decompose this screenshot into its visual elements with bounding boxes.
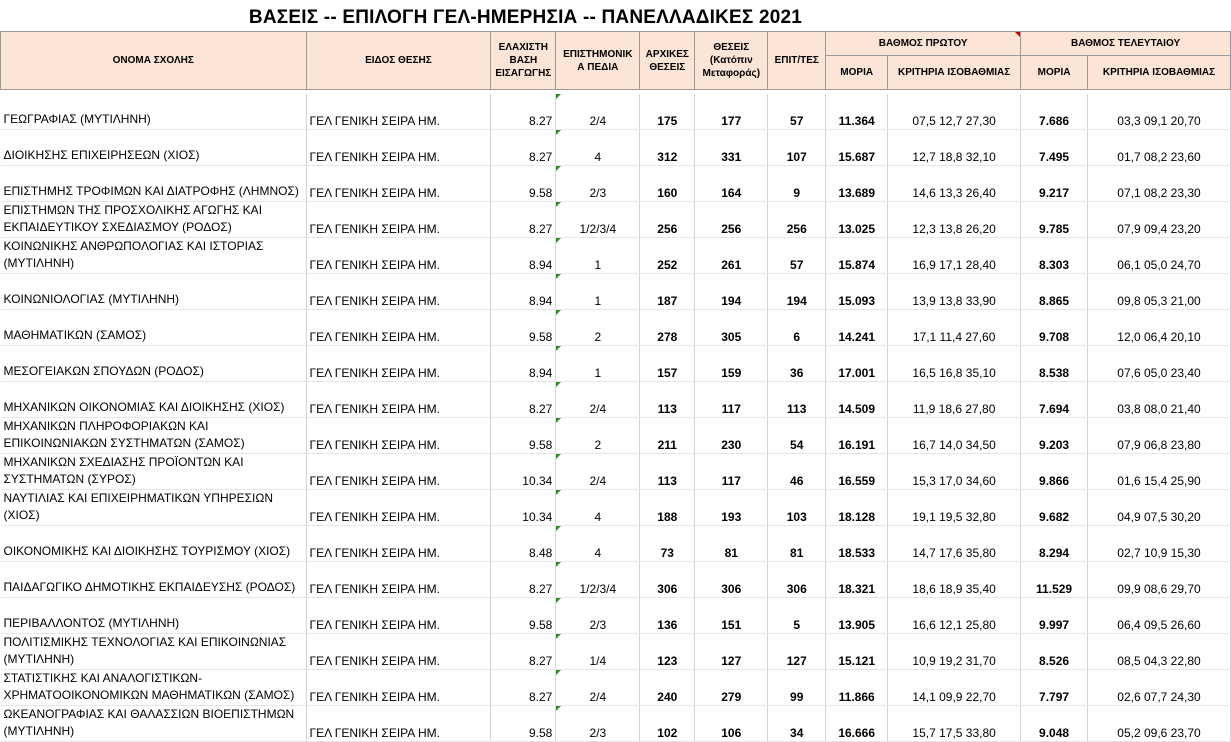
last-points-cell: 11.529: [1021, 562, 1088, 598]
school-name-cell: ΟΙΚΟΝΟΜΙΚΗΣ ΚΑΙ ΔΙΟΙΚΗΣΗΣ ΤΟΥΡΙΣΜΟΥ (ΧΙΟΣ): [1, 526, 307, 562]
last-criteria-cell: 09,8 05,3 21,00: [1088, 274, 1231, 310]
fields-cell: 2/4: [556, 382, 640, 418]
first-points-cell: 13.025: [826, 202, 888, 238]
first-points-cell: 13.905: [826, 598, 888, 634]
positions-after-cell: 117: [695, 382, 768, 418]
fields-cell: 2/3: [556, 706, 640, 742]
first-points-cell: 14.241: [826, 310, 888, 346]
table-row: [1, 274, 1231, 310]
positions-after-cell: 331: [695, 130, 768, 166]
fields-cell: 4: [556, 526, 640, 562]
school-name-cell: ΜΕΣΟΓΕΙΑΚΩΝ ΣΠΟΥΔΩΝ (ΡΟΔΟΣ): [1, 346, 307, 382]
first-criteria-cell: 16,6 12,1 25,80: [888, 598, 1021, 634]
header-first-points: ΜΟΡΙΑ: [826, 56, 888, 90]
last-points-cell: 7.797: [1021, 670, 1088, 706]
fields-cell: 2/4: [556, 454, 640, 490]
last-criteria-cell: 01,7 08,2 23,60: [1088, 130, 1231, 166]
school-name-cell: ΜΗΧΑΝΙΚΩΝ ΟΙΚΟΝΟΜΙΑΣ ΚΑΙ ΔΙΟΙΚΗΣΗΣ (ΧΙΟΣ): [1, 382, 307, 418]
fields-cell: 2/4: [556, 94, 640, 130]
min-base-cell: 9.58: [491, 598, 556, 634]
school-name-cell: ΠΟΛΙΤΙΣΜΙΚΗΣ ΤΕΧΝΟΛΟΓΙΑΣ ΚΑΙ ΕΠΙΚΟΙΝΩΝΙΑΣ (ΜΥΤΙΛΗΝΗ): [1, 634, 307, 670]
successful-cell: 194: [768, 274, 826, 310]
min-base-cell: 8.27: [491, 382, 556, 418]
position-type-cell: ΓΕΛ ΓΕΝΙΚΗ ΣΕΙΡΑ ΗΜ.: [306, 454, 491, 490]
position-type-cell: ΓΕΛ ΓΕΝΙΚΗ ΣΕΙΡΑ ΗΜ.: [306, 238, 491, 274]
header-position-type: ΕΙΔΟΣ ΘΕΣΗΣ: [306, 32, 491, 90]
school-name-cell: ΝΑΥΤΙΛΙΑΣ ΚΑΙ ΕΠΙΧΕΙΡΗΜΑΤΙΚΩΝ ΥΠΗΡΕΣΙΩΝ (ΧΙΟΣ): [1, 490, 307, 526]
initial-positions-cell: 188: [640, 490, 695, 526]
first-points-cell: 15.093: [826, 274, 888, 310]
first-criteria-cell: 07,5 12,7 27,30: [888, 94, 1021, 130]
positions-after-cell: 193: [695, 490, 768, 526]
initial-positions-cell: 160: [640, 166, 695, 202]
successful-cell: 81: [768, 526, 826, 562]
table-body: [1, 90, 1231, 742]
min-base-cell: 8.94: [491, 346, 556, 382]
last-criteria-cell: 08,5 04,3 22,80: [1088, 634, 1231, 670]
first-criteria-cell: 17,1 11,4 27,60: [888, 310, 1021, 346]
school-name-cell: ΚΟΙΝΩΝΙΚΗΣ ΑΝΘΡΩΠΟΛΟΓΙΑΣ ΚΑΙ ΙΣΤΟΡΙΑΣ (ΜΥΤΙΛΗΝΗ): [1, 238, 307, 274]
first-criteria-cell: 19,1 19,5 32,80: [888, 490, 1021, 526]
initial-positions-cell: 157: [640, 346, 695, 382]
position-type-cell: ΓΕΛ ΓΕΝΙΚΗ ΣΕΙΡΑ ΗΜ.: [306, 166, 491, 202]
last-points-cell: 7.694: [1021, 382, 1088, 418]
school-name-cell: ΔΙΟΙΚΗΣΗΣ ΕΠΙΧΕΙΡΗΣΕΩΝ (ΧΙΟΣ): [1, 130, 307, 166]
table-row: [1, 598, 1231, 634]
position-type-cell: ΓΕΛ ΓΕΝΙΚΗ ΣΕΙΡΑ ΗΜ.: [306, 382, 491, 418]
min-base-cell: 8.27: [491, 130, 556, 166]
header-successful: ΕΠΙΤ/ΤΕΣ: [768, 32, 826, 90]
initial-positions-cell: 102: [640, 706, 695, 742]
last-criteria-cell: 03,3 09,1 20,70: [1088, 94, 1231, 130]
school-name-cell: ΕΠΙΣΤΗΜΩΝ ΤΗΣ ΠΡΟΣΧΟΛΙΚΗΣ ΑΓΩΓΗΣ ΚΑΙ ΕΚΠΑΙΔΕΥΤΙΚΟΥ ΣΧΕΔΙΑΣΜΟΥ (ΡΟΔΟΣ): [1, 202, 307, 238]
last-criteria-cell: 07,6 05,0 23,40: [1088, 346, 1231, 382]
position-type-cell: ΓΕΛ ΓΕΝΙΚΗ ΣΕΙΡΑ ΗΜ.: [306, 562, 491, 598]
school-name-cell: ΜΗΧΑΝΙΚΩΝ ΠΛΗΡΟΦΟΡΙΑΚΩΝ ΚΑΙ ΕΠΙΚΟΙΝΩΝΙΑΚΩΝ ΣΥΣΤΗΜΑΤΩΝ (ΣΑΜΟΣ): [1, 418, 307, 454]
successful-cell: 57: [768, 238, 826, 274]
position-type-cell: ΓΕΛ ΓΕΝΙΚΗ ΣΕΙΡΑ ΗΜ.: [306, 310, 491, 346]
last-points-cell: 7.495: [1021, 130, 1088, 166]
school-name-cell: ΣΤΑΤΙΣΤΙΚΗΣ ΚΑΙ ΑΝΑΛΟΓΙΣΤΙΚΩΝ-ΧΡΗΜΑΤΟΟΙΚΟΝΟΜΙΚΩΝ ΜΑΘΗΜΑΤΙΚΩΝ (ΣΑΜΟΣ): [1, 670, 307, 706]
last-points-cell: 9.048: [1021, 706, 1088, 742]
table-row: [1, 238, 1231, 274]
table-row: [1, 418, 1231, 454]
header-last-points: ΜΟΡΙΑ: [1021, 56, 1088, 90]
initial-positions-cell: 312: [640, 130, 695, 166]
successful-cell: 57: [768, 94, 826, 130]
header-last-criteria: ΚΡΙΤΗΡΙΑ ΙΣΟΒΑΘΜΙΑΣ: [1088, 56, 1231, 90]
last-points-cell: 9.217: [1021, 166, 1088, 202]
initial-positions-cell: 211: [640, 418, 695, 454]
table-row: [1, 562, 1231, 598]
header-fields: ΕΠΙΣΤΗΜΟΝΙΚ Α ΠΕΔΙΑ: [556, 32, 640, 90]
header-first-grade-label: ΒΑΘΜΟΣ ΠΡΩΤΟΥ: [878, 38, 968, 49]
min-base-cell: 8.27: [491, 634, 556, 670]
first-criteria-cell: 15,3 17,0 34,60: [888, 454, 1021, 490]
first-points-cell: 16.559: [826, 454, 888, 490]
last-criteria-cell: 07,9 06,8 23,80: [1088, 418, 1231, 454]
initial-positions-cell: 113: [640, 454, 695, 490]
last-points-cell: 7.686: [1021, 94, 1088, 130]
school-name-cell: ΚΟΙΝΩΝΙΟΛΟΓΙΑΣ (ΜΥΤΙΛΗΝΗ): [1, 274, 307, 310]
position-type-cell: ΓΕΛ ΓΕΝΙΚΗ ΣΕΙΡΑ ΗΜ.: [306, 94, 491, 130]
last-points-cell: 8.303: [1021, 238, 1088, 274]
successful-cell: 256: [768, 202, 826, 238]
successful-cell: 107: [768, 130, 826, 166]
positions-after-cell: 230: [695, 418, 768, 454]
successful-cell: 54: [768, 418, 826, 454]
positions-after-cell: 306: [695, 562, 768, 598]
last-criteria-cell: 04,9 07,5 30,20: [1088, 490, 1231, 526]
last-criteria-cell: 06,1 05,0 24,70: [1088, 238, 1231, 274]
initial-positions-cell: 73: [640, 526, 695, 562]
last-criteria-cell: 02,7 10,9 15,30: [1088, 526, 1231, 562]
last-criteria-cell: 01,6 15,4 25,90: [1088, 454, 1231, 490]
positions-after-cell: 305: [695, 310, 768, 346]
table-row: [1, 94, 1231, 130]
last-criteria-cell: 06,4 09,5 26,60: [1088, 598, 1231, 634]
position-type-cell: ΓΕΛ ΓΕΝΙΚΗ ΣΕΙΡΑ ΗΜ.: [306, 706, 491, 742]
first-criteria-cell: 16,7 14,0 34,50: [888, 418, 1021, 454]
first-points-cell: 15.874: [826, 238, 888, 274]
initial-positions-cell: 306: [640, 562, 695, 598]
positions-after-cell: 177: [695, 94, 768, 130]
position-type-cell: ΓΕΛ ΓΕΝΙΚΗ ΣΕΙΡΑ ΗΜ.: [306, 526, 491, 562]
header-min-base: ΕΛΑΧΙΣΤΗ ΒΑΣΗ ΕΙΣΑΓΩΓΗΣ: [491, 32, 556, 90]
school-name-cell: ΠΕΡΙΒΑΛΛΟΝΤΟΣ (ΜΥΤΙΛΗΝΗ): [1, 598, 307, 634]
first-points-cell: 18.533: [826, 526, 888, 562]
successful-cell: 306: [768, 562, 826, 598]
table-row: [1, 166, 1231, 202]
last-points-cell: 9.785: [1021, 202, 1088, 238]
last-criteria-cell: 12,0 06,4 20,10: [1088, 310, 1231, 346]
fields-cell: 2/3: [556, 166, 640, 202]
initial-positions-cell: 175: [640, 94, 695, 130]
table-row: [1, 310, 1231, 346]
initial-positions-cell: 278: [640, 310, 695, 346]
first-criteria-cell: 12,7 18,8 32,10: [888, 130, 1021, 166]
position-type-cell: ΓΕΛ ΓΕΝΙΚΗ ΣΕΙΡΑ ΗΜ.: [306, 274, 491, 310]
last-points-cell: 8.538: [1021, 346, 1088, 382]
table-row: [1, 382, 1231, 418]
first-criteria-cell: 16,5 16,8 35,10: [888, 346, 1021, 382]
fields-cell: 1: [556, 274, 640, 310]
last-criteria-cell: 02,6 07,7 24,30: [1088, 670, 1231, 706]
results-table: [0, 31, 1231, 742]
positions-after-cell: 279: [695, 670, 768, 706]
successful-cell: 5: [768, 598, 826, 634]
first-points-cell: 13.689: [826, 166, 888, 202]
fields-cell: 2/3: [556, 598, 640, 634]
position-type-cell: ΓΕΛ ΓΕΝΙΚΗ ΣΕΙΡΑ ΗΜ.: [306, 202, 491, 238]
fields-cell: 2: [556, 310, 640, 346]
position-type-cell: ΓΕΛ ΓΕΝΙΚΗ ΣΕΙΡΑ ΗΜ.: [306, 130, 491, 166]
fields-cell: 4: [556, 130, 640, 166]
first-points-cell: 18.321: [826, 562, 888, 598]
positions-after-cell: 151: [695, 598, 768, 634]
page-title: [0, 0, 1231, 31]
first-criteria-cell: 11,9 18,6 27,80: [888, 382, 1021, 418]
first-points-cell: 16.666: [826, 706, 888, 742]
last-points-cell: 8.865: [1021, 274, 1088, 310]
page-title-text: ΒΑΣΕΙΣ -- ΕΠΙΛΟΓΗ ΓΕΛ-ΗΜΕΡΗΣΙΑ -- ΠΑΝΕΛΛΑΔΙΚΕΣ 2021: [248, 7, 803, 28]
header-initial-positions: ΑΡΧΙΚΕΣ ΘΕΣΕΙΣ: [640, 32, 695, 90]
successful-cell: 127: [768, 634, 826, 670]
min-base-cell: 10.34: [491, 454, 556, 490]
header-last-grade: ΒΑΘΜΟΣ ΤΕΛΕΥΤΑΙΟΥ: [1021, 32, 1231, 56]
initial-positions-cell: 123: [640, 634, 695, 670]
table-row: [1, 634, 1231, 670]
last-points-cell: 9.997: [1021, 598, 1088, 634]
first-criteria-cell: 16,9 17,1 28,40: [888, 238, 1021, 274]
first-points-cell: 11.364: [826, 94, 888, 130]
position-type-cell: ΓΕΛ ΓΕΝΙΚΗ ΣΕΙΡΑ ΗΜ.: [306, 346, 491, 382]
successful-cell: 36: [768, 346, 826, 382]
successful-cell: 6: [768, 310, 826, 346]
last-criteria-cell: 05,2 09,6 23,70: [1088, 706, 1231, 742]
min-base-cell: 8.27: [491, 670, 556, 706]
fields-cell: 1/4: [556, 634, 640, 670]
first-points-cell: 15.121: [826, 634, 888, 670]
initial-positions-cell: 187: [640, 274, 695, 310]
last-points-cell: 9.708: [1021, 310, 1088, 346]
first-criteria-cell: 18,6 18,9 35,40: [888, 562, 1021, 598]
min-base-cell: 9.58: [491, 166, 556, 202]
first-points-cell: 14.509: [826, 382, 888, 418]
fields-cell: 2: [556, 418, 640, 454]
last-points-cell: 9.682: [1021, 490, 1088, 526]
first-criteria-cell: 12,3 13,8 26,20: [888, 202, 1021, 238]
school-name-cell: ΜΗΧΑΝΙΚΩΝ ΣΧΕΔΙΑΣΗΣ ΠΡΟΪΟΝΤΩΝ ΚΑΙ ΣΥΣΤΗΜΑΤΩΝ (ΣΥΡΟΣ): [1, 454, 307, 490]
first-points-cell: 17.001: [826, 346, 888, 382]
table-header: [1, 32, 1231, 90]
fields-cell: 1/2/3/4: [556, 562, 640, 598]
last-points-cell: 9.866: [1021, 454, 1088, 490]
min-base-cell: 8.94: [491, 274, 556, 310]
table-row: [1, 490, 1231, 526]
table-row: [1, 346, 1231, 382]
positions-after-cell: 261: [695, 238, 768, 274]
first-points-cell: 15.687: [826, 130, 888, 166]
header-first-grade: [826, 32, 1021, 56]
position-type-cell: ΓΕΛ ΓΕΝΙΚΗ ΣΕΙΡΑ ΗΜ.: [306, 490, 491, 526]
last-criteria-cell: 09,9 08,6 29,70: [1088, 562, 1231, 598]
table-row: [1, 130, 1231, 166]
table-row: [1, 706, 1231, 742]
last-points-cell: 9.203: [1021, 418, 1088, 454]
fields-cell: 4: [556, 490, 640, 526]
min-base-cell: 10.34: [491, 490, 556, 526]
positions-after-cell: 159: [695, 346, 768, 382]
positions-after-cell: 127: [695, 634, 768, 670]
min-base-cell: 8.27: [491, 94, 556, 130]
last-criteria-cell: 03,8 08,0 21,40: [1088, 382, 1231, 418]
successful-cell: 103: [768, 490, 826, 526]
last-criteria-cell: 07,1 08,2 23,30: [1088, 166, 1231, 202]
table-row: [1, 202, 1231, 238]
min-base-cell: 8.48: [491, 526, 556, 562]
positions-after-cell: 117: [695, 454, 768, 490]
position-type-cell: ΓΕΛ ΓΕΝΙΚΗ ΣΕΙΡΑ ΗΜ.: [306, 598, 491, 634]
positions-after-cell: 81: [695, 526, 768, 562]
first-points-cell: 11.866: [826, 670, 888, 706]
position-type-cell: ΓΕΛ ΓΕΝΙΚΗ ΣΕΙΡΑ ΗΜ.: [306, 634, 491, 670]
school-name-cell: ΜΑΘΗΜΑΤΙΚΩΝ (ΣΑΜΟΣ): [1, 310, 307, 346]
positions-after-cell: 256: [695, 202, 768, 238]
successful-cell: 9: [768, 166, 826, 202]
min-base-cell: 9.58: [491, 310, 556, 346]
initial-positions-cell: 136: [640, 598, 695, 634]
header-school-name: ΟΝΟΜΑ ΣΧΟΛΗΣ: [1, 32, 307, 90]
first-points-cell: 18.128: [826, 490, 888, 526]
school-name-cell: ΕΠΙΣΤΗΜΗΣ ΤΡΟΦΙΜΩΝ ΚΑΙ ΔΙΑΤΡΟΦΗΣ (ΛΗΜΝΟΣ): [1, 166, 307, 202]
last-criteria-cell: 07,9 09,4 23,20: [1088, 202, 1231, 238]
min-base-cell: 8.27: [491, 202, 556, 238]
first-criteria-cell: 13,9 13,8 33,90: [888, 274, 1021, 310]
comment-marker: [1015, 32, 1020, 37]
successful-cell: 46: [768, 454, 826, 490]
position-type-cell: ΓΕΛ ΓΕΝΙΚΗ ΣΕΙΡΑ ΗΜ.: [306, 418, 491, 454]
first-criteria-cell: 15,7 17,5 33,80: [888, 706, 1021, 742]
initial-positions-cell: 252: [640, 238, 695, 274]
fields-cell: 2/4: [556, 670, 640, 706]
last-points-cell: 8.526: [1021, 634, 1088, 670]
positions-after-cell: 106: [695, 706, 768, 742]
school-name-cell: ΩΚΕΑΝΟΓΡΑΦΙΑΣ ΚΑΙ ΘΑΛΑΣΣΙΩΝ ΒΙΟΕΠΙΣΤΗΜΩΝ (ΜΥΤΙΛΗΝΗ): [1, 706, 307, 742]
position-type-cell: ΓΕΛ ΓΕΝΙΚΗ ΣΕΙΡΑ ΗΜ.: [306, 670, 491, 706]
initial-positions-cell: 240: [640, 670, 695, 706]
successful-cell: 34: [768, 706, 826, 742]
min-base-cell: 9.58: [491, 706, 556, 742]
fields-cell: 1/2/3/4: [556, 202, 640, 238]
first-points-cell: 16.191: [826, 418, 888, 454]
successful-cell: 99: [768, 670, 826, 706]
positions-after-cell: 164: [695, 166, 768, 202]
min-base-cell: 8.94: [491, 238, 556, 274]
last-points-cell: 8.294: [1021, 526, 1088, 562]
table-row: [1, 526, 1231, 562]
initial-positions-cell: 256: [640, 202, 695, 238]
positions-after-cell: 194: [695, 274, 768, 310]
initial-positions-cell: 113: [640, 382, 695, 418]
school-name-cell: ΓΕΩΓΡΑΦΙΑΣ (ΜΥΤΙΛΗΝΗ): [1, 94, 307, 130]
first-criteria-cell: 14,6 13,3 26,40: [888, 166, 1021, 202]
fields-cell: 1: [556, 346, 640, 382]
first-criteria-cell: 14,7 17,6 35,80: [888, 526, 1021, 562]
successful-cell: 113: [768, 382, 826, 418]
min-base-cell: 8.27: [491, 562, 556, 598]
table-row: [1, 454, 1231, 490]
header-positions-after: ΘΕΣΕΙΣ (Κατόπιν Μεταφοράς): [695, 32, 768, 90]
school-name-cell: ΠΑΙΔΑΓΩΓΙΚΟ ΔΗΜΟΤΙΚΗΣ ΕΚΠΑΙΔΕΥΣΗΣ (ΡΟΔΟΣ): [1, 562, 307, 598]
table-row: [1, 670, 1231, 706]
header-first-criteria: ΚΡΙΤΗΡΙΑ ΙΣΟΒΑΘΜΙΑΣ: [888, 56, 1021, 90]
first-criteria-cell: 10,9 19,2 31,70: [888, 634, 1021, 670]
min-base-cell: 9.58: [491, 418, 556, 454]
fields-cell: 1: [556, 238, 640, 274]
first-criteria-cell: 14,1 09,9 22,70: [888, 670, 1021, 706]
